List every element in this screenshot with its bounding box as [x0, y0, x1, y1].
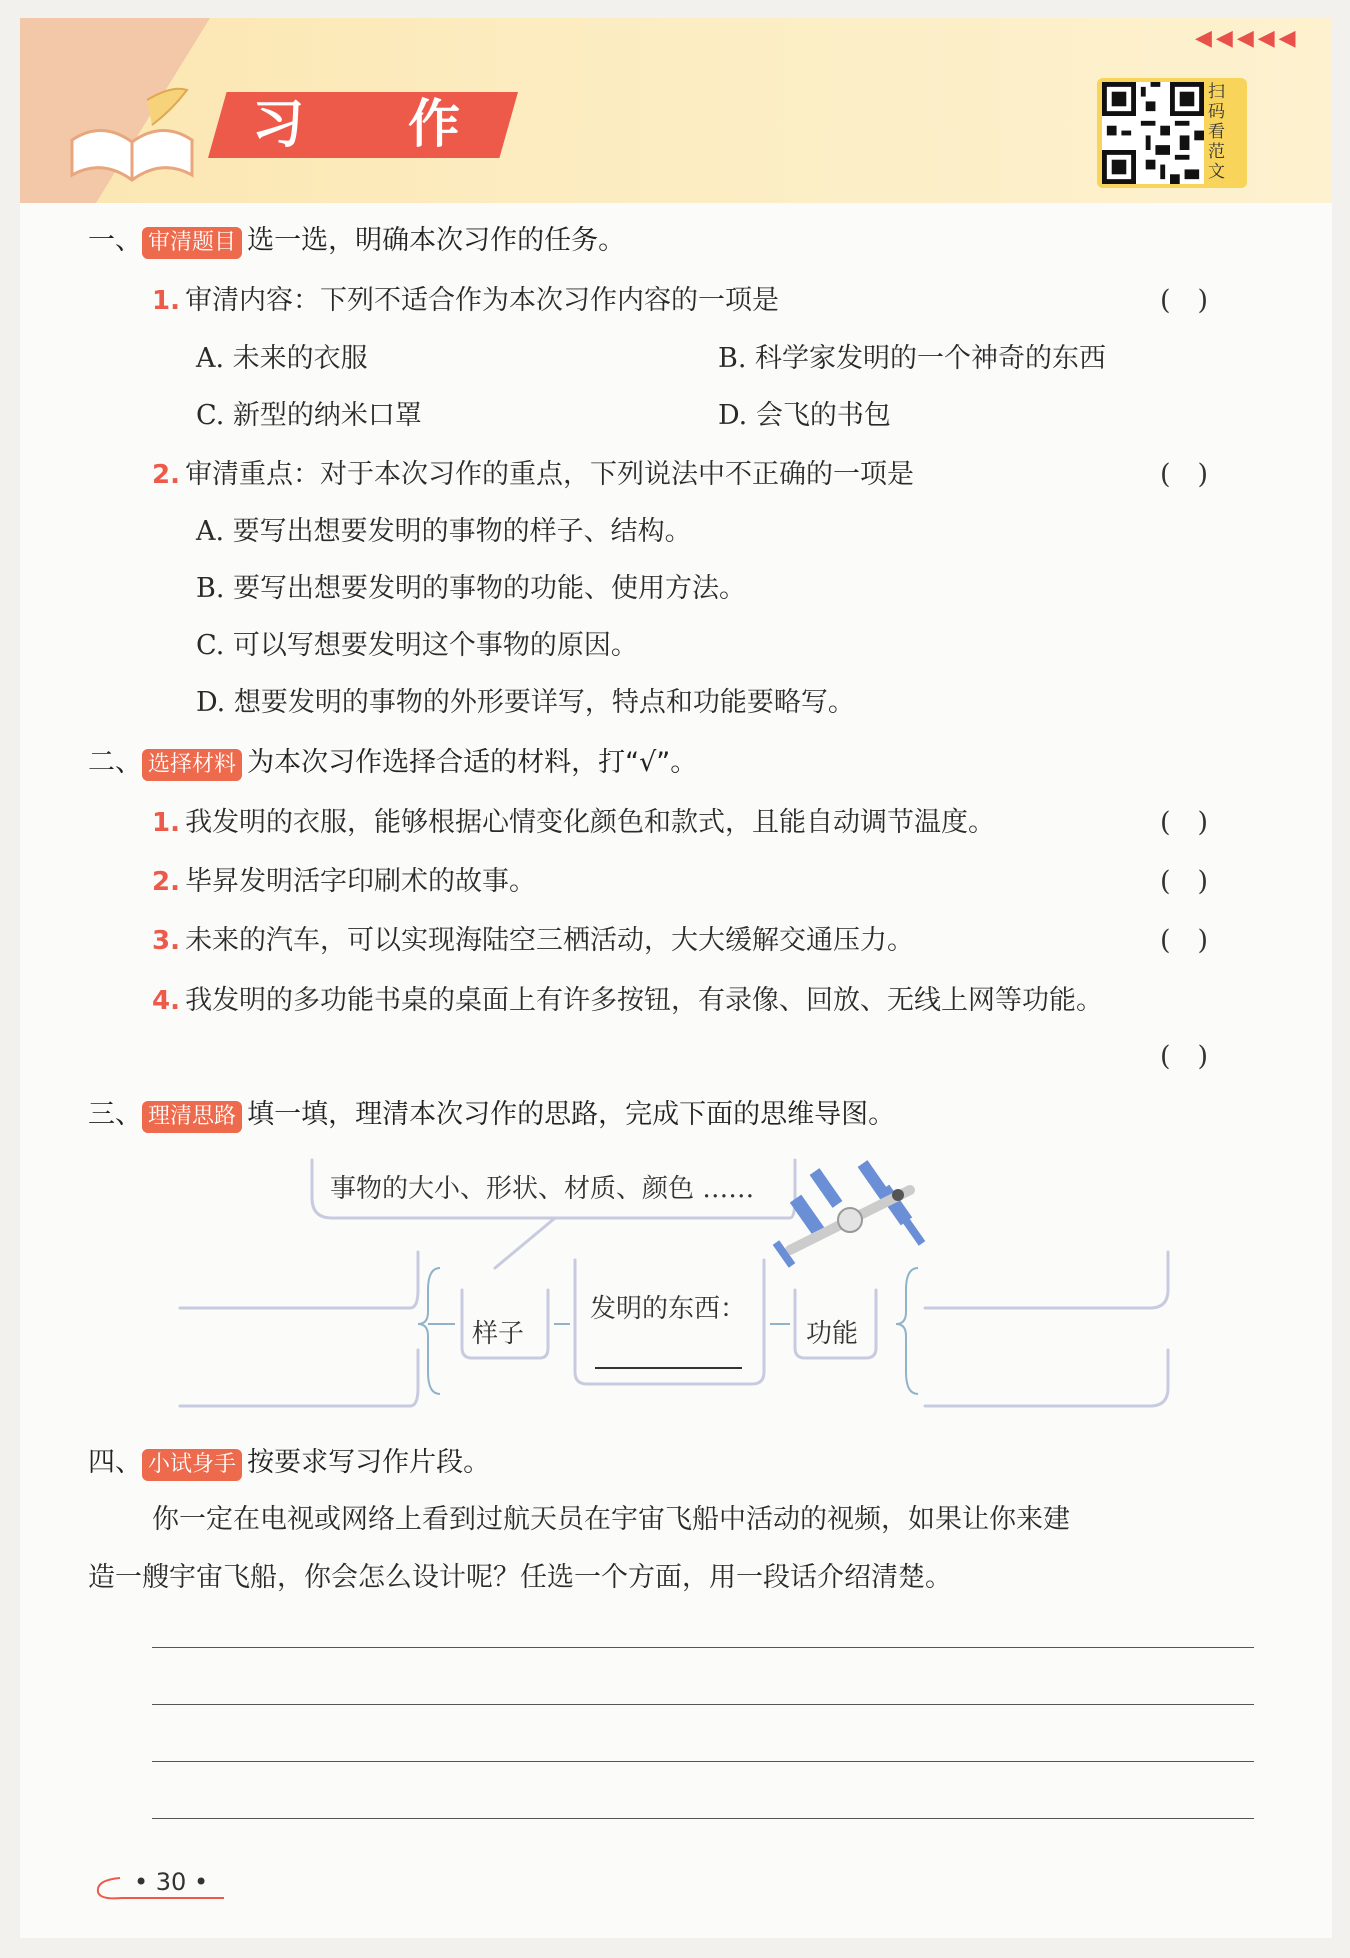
item-number: 2. — [152, 867, 180, 897]
answer-blank[interactable]: ( ) — [1160, 1041, 1209, 1072]
right-blank-bottom — [925, 1350, 1168, 1406]
left-blank-top — [180, 1252, 418, 1308]
answer-blank[interactable]: ( ) — [1160, 866, 1209, 897]
section-number: 二、 — [88, 747, 142, 778]
answer-blank[interactable]: ( ) — [1160, 807, 1209, 838]
item-text: 毕昇发明活字印刷术的故事。 — [185, 866, 537, 897]
question-text: 审清内容：下列不适合作为本次习作内容的一项是 — [185, 285, 780, 316]
item-number: 4. — [152, 986, 180, 1016]
section-tag: 审清题目 — [142, 227, 242, 259]
answer-blank[interactable]: ( ) — [1160, 459, 1209, 490]
option-d: D. 会飞的书包 — [718, 400, 891, 431]
prompt-line-2: 造一艘宇宙飞船，你会怎么设计呢？任选一个方面，用一段话介绍清楚。 — [88, 1562, 952, 1593]
item-text: 我发明的衣服，能够根据心情变化颜色和款式，且能自动调节温度。 — [185, 807, 996, 838]
mindmap-callout-text: 事物的大小、形状、材质、颜色 …… — [330, 1174, 755, 1204]
section-1-header — [88, 218, 625, 259]
title-char-2: 作 — [408, 95, 461, 155]
section-number: 四、 — [88, 1447, 142, 1478]
writing-line[interactable] — [152, 1647, 1254, 1648]
option-c: C. 可以写想要发明这个事物的原因。 — [196, 630, 638, 661]
section-2-header — [88, 740, 697, 781]
section-3-header — [88, 1092, 895, 1133]
writing-line[interactable] — [152, 1761, 1254, 1762]
answer-blank[interactable]: ( ) — [1160, 285, 1209, 316]
right-bracket — [896, 1268, 918, 1394]
option-b: B. 科学家发明的一个神奇的东西 — [718, 343, 1107, 374]
material-item-1 — [152, 800, 995, 839]
section-tag: 小试身手 — [142, 1449, 242, 1481]
section-tag: 选择材料 — [142, 749, 242, 781]
material-item-4 — [152, 978, 1103, 1017]
item-number: 1. — [152, 808, 180, 838]
qr-code-icon[interactable] — [1102, 82, 1204, 184]
writing-line[interactable] — [152, 1818, 1254, 1819]
question-number: 2. — [152, 460, 180, 490]
section-title: 选一选，明确本次习作的任务。 — [247, 225, 626, 256]
section-number: 一、 — [88, 225, 142, 256]
section-title: 填一填，理清本次习作的思路，完成下面的思维导图。 — [247, 1099, 896, 1130]
option-c: C. 新型的纳米口罩 — [196, 400, 422, 431]
writing-line[interactable] — [152, 1704, 1254, 1705]
right-blank-top — [925, 1252, 1168, 1308]
material-item-3 — [152, 918, 914, 957]
section-4-header — [88, 1440, 490, 1481]
mindmap-gongneng: 功能 — [806, 1319, 859, 1349]
option-a: A. 未来的衣服 — [196, 343, 368, 374]
question-number: 1. — [152, 286, 180, 316]
question-1-1 — [152, 278, 779, 317]
callout-pointer — [495, 1218, 555, 1268]
option-b: B. 要写出想要发明的事物的功能、使用方法。 — [196, 573, 747, 604]
open-book-icon — [62, 80, 202, 190]
mindmap-yangzi: 样子 — [472, 1319, 525, 1349]
item-text: 我发明的多功能书桌的桌面上有许多按钮，有录像、回放、无线上网等功能。 — [185, 985, 1104, 1016]
answer-blank[interactable]: ( ) — [1160, 925, 1209, 956]
option-a: A. 要写出想要发明的事物的样子、结构。 — [196, 516, 692, 547]
item-number: 3. — [152, 926, 180, 956]
page-number: • 30 • — [134, 1868, 209, 1896]
item-text: 未来的汽车，可以实现海陆空三栖活动，大大缓解交通压力。 — [185, 925, 915, 956]
section-title: 按要求写习作片段。 — [247, 1447, 491, 1478]
option-d: D. 想要发明的事物的外形要详写，特点和功能要略写。 — [196, 687, 855, 718]
section-tag: 理清思路 — [142, 1101, 242, 1133]
title-char-1: 习 — [252, 95, 305, 155]
mindmap-center-label: 发明的东西： — [590, 1294, 747, 1324]
question-text: 审清重点：对于本次习作的重点，下列说法中不正确的一项是 — [185, 459, 915, 490]
left-blank-bottom — [180, 1350, 418, 1406]
section-number: 三、 — [88, 1099, 142, 1130]
qr-label[interactable]: 扫码看范文 — [1208, 82, 1225, 182]
section-title: 为本次习作选择合适的材料，打“√”。 — [247, 747, 698, 778]
left-bracket — [418, 1268, 440, 1394]
arrows-decoration: ◀◀◀◀◀ — [1195, 26, 1300, 51]
question-1-2 — [152, 452, 914, 491]
prompt-line-1: 你一定在电视或网络上看到过航天员在宇宙飞船中活动的视频，如果让你来建 — [152, 1504, 1070, 1535]
material-item-2 — [152, 859, 536, 898]
